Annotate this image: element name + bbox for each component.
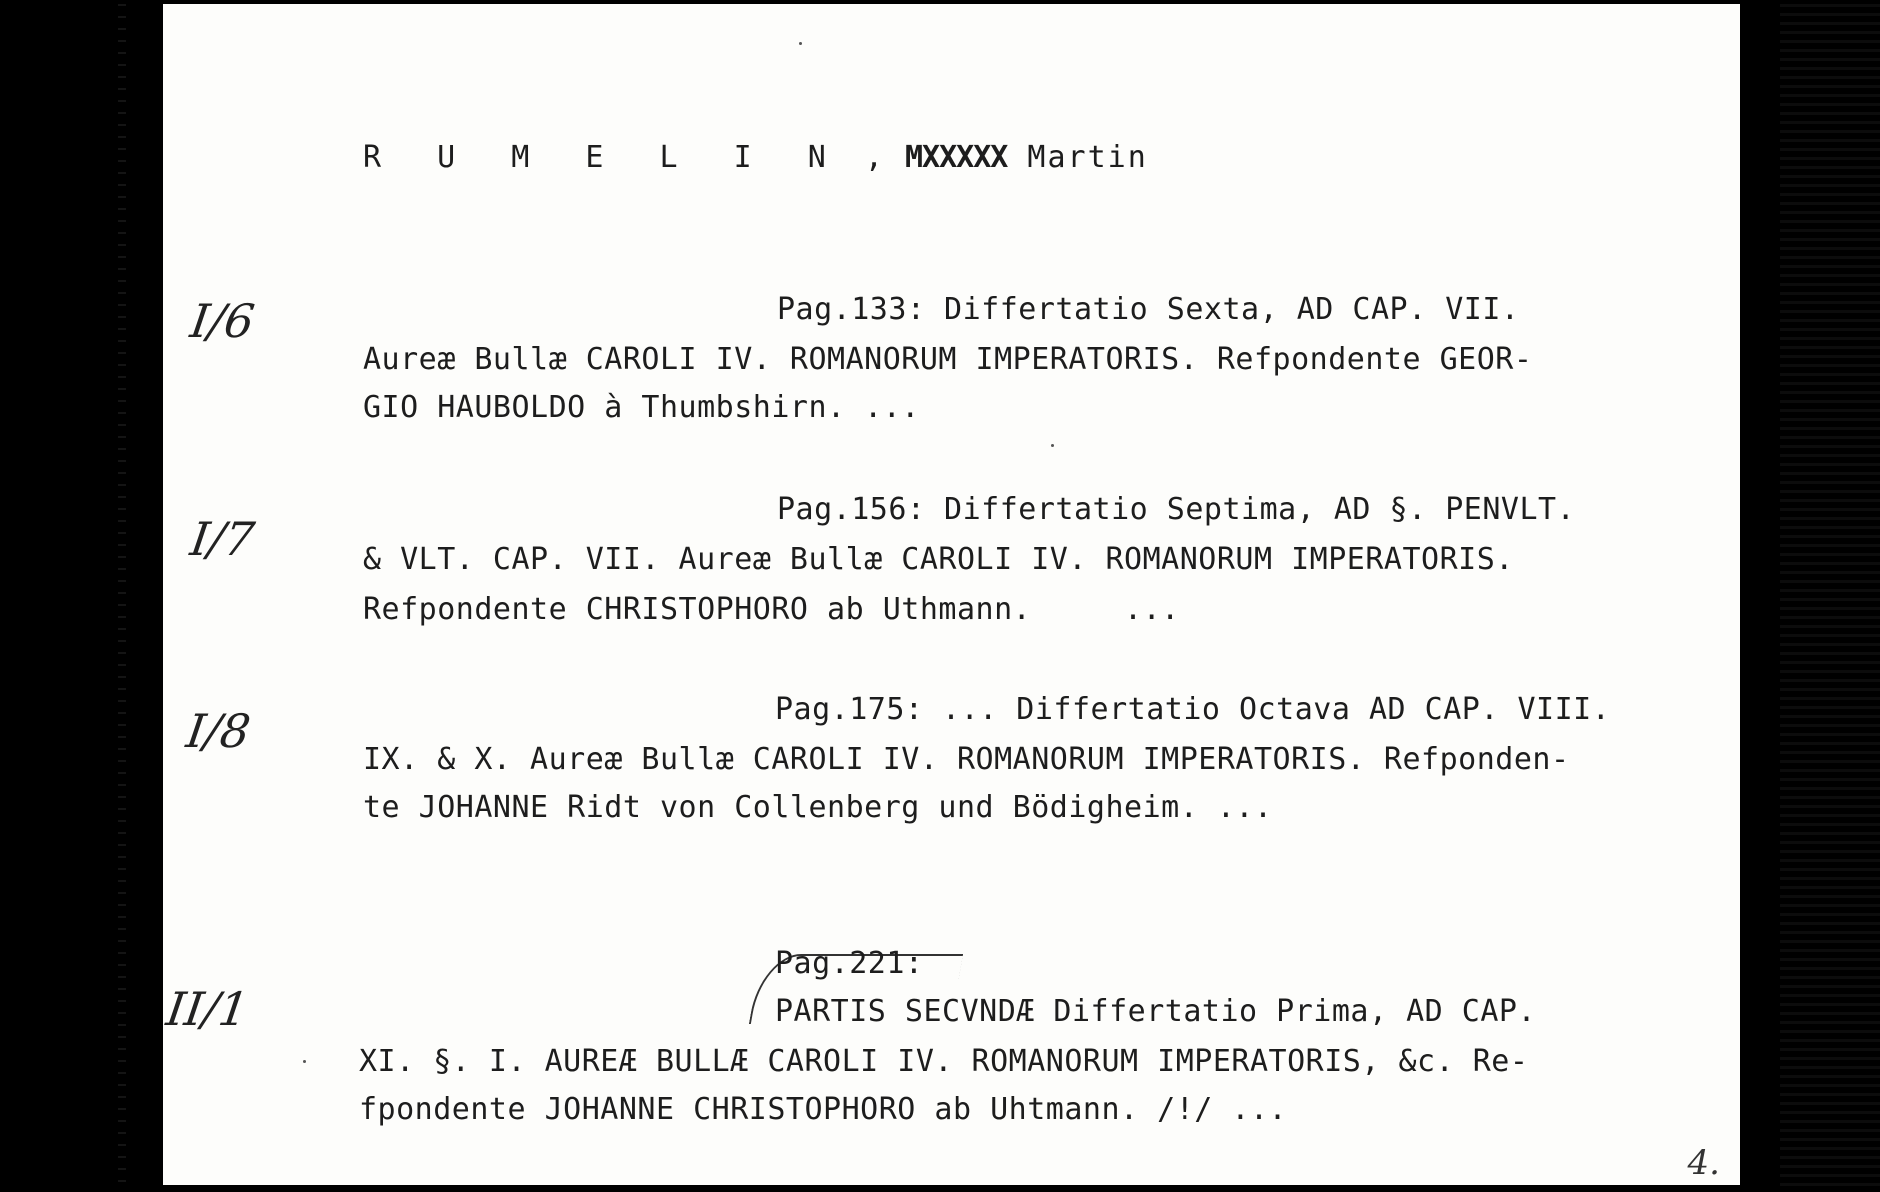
heading-given-name: Martin bbox=[1007, 140, 1148, 175]
margin-note: I/7 bbox=[187, 512, 258, 566]
entry-line: IX. & X. Aureæ Bullæ CAROLI IV. ROMANORUM IMPERATORIS. Refponden- bbox=[363, 742, 1570, 777]
entry-pag-line: Pag.156: Differtatio Septima, AD §. PENVLT. bbox=[777, 492, 1576, 527]
entry-line: te JOHANNE Ridt von Collenberg und Bödigheim. ... bbox=[363, 790, 1273, 825]
entry-pag-line: Pag.175: ... Differtatio Octava AD CAP. VIII. bbox=[775, 692, 1611, 727]
heading-struck-text: MXXXXX bbox=[905, 140, 1008, 175]
entry-line: Refpondente CHRISTOPHORO ab Uthmann. ... bbox=[363, 592, 1180, 627]
entry-pag-line: Pag.133: Differtatio Sexta, AD CAP. VII. bbox=[777, 292, 1520, 327]
scan-left-edge bbox=[118, 0, 126, 1192]
entry-pag-line: PARTIS SECVNDÆ Differtatio Prima, AD CAP. bbox=[775, 994, 1537, 1029]
entry-line: Aureæ Bullæ CAROLI IV. ROMANORUM IMPERATORIS. Refpondente GEOR- bbox=[363, 342, 1533, 377]
entry-line: & VLT. CAP. VII. Aureæ Bullæ CAROLI IV. ROMANORUM IMPERATORIS. bbox=[363, 542, 1514, 577]
entry-pag-label: Pag.221: bbox=[775, 946, 924, 981]
margin-note: II/1 bbox=[163, 982, 252, 1036]
index-card bbox=[163, 4, 1740, 1185]
scan-speck bbox=[799, 42, 802, 45]
scan-speck bbox=[1051, 444, 1054, 447]
scan-speck bbox=[303, 1060, 306, 1063]
entry-line: fpondente JOHANNE CHRISTOPHORO ab Uhtmann. /!/ ... bbox=[359, 1092, 1288, 1127]
heading-surname: R U M E L I N bbox=[363, 140, 845, 175]
entry-line: XI. §. I. AUREÆ BULLÆ CAROLI IV. ROMANORUM IMPERATORIS, &c. Re- bbox=[359, 1044, 1529, 1079]
heading-comma: , bbox=[844, 140, 885, 175]
card-number: 4. bbox=[1687, 1143, 1720, 1183]
margin-note: I/8 bbox=[183, 704, 254, 758]
card-heading bbox=[363, 140, 1148, 175]
scan-right-edge bbox=[1780, 0, 1880, 1192]
margin-note: I/6 bbox=[187, 294, 258, 348]
entry-line: GIO HAUBOLDO à Thumbshirn. ... bbox=[363, 390, 920, 425]
